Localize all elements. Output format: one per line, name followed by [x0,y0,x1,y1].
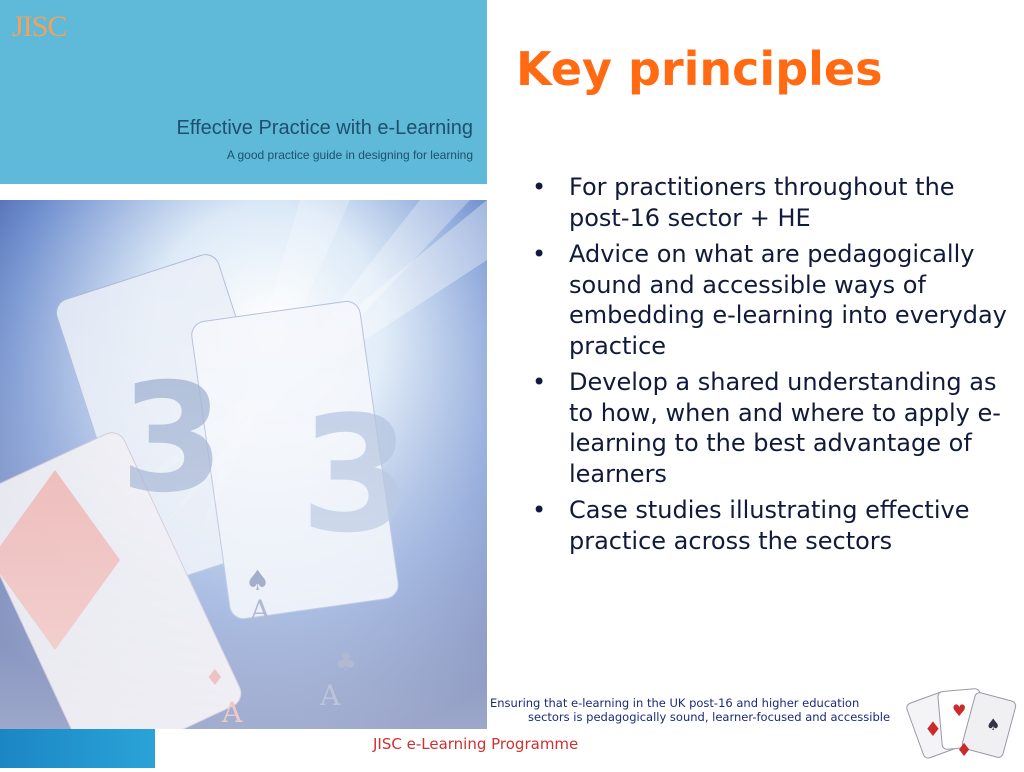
slide-title: Key principles [516,42,883,96]
list-item [530,495,1016,556]
bullet-text: Case studies illustrating effective practice across the sectors [569,496,970,555]
tagline-line-2: sectors is pedagogically sound, learner-focused and accessible [528,710,891,724]
list-item [530,239,1016,361]
cover-panel [0,0,487,768]
bullet-list [530,172,1016,562]
cover-header [0,0,487,184]
list-item [530,367,1016,489]
svg-text:♠: ♠ [986,715,1001,734]
footer-tagline [490,696,890,724]
list-item [530,172,1016,233]
bullet-icon: • [532,240,547,268]
bullet-text: Develop a shared understanding as to how, when and where to apply e-learning to the best advantage of learners [569,368,1001,488]
jisc-logo: JISC [12,10,67,43]
bullet-icon: • [532,173,547,201]
svg-text:♦: ♦ [924,717,942,741]
playing-cards-image [0,200,487,729]
cover-title: Effective Practice with e-Learning [176,117,473,139]
program-name: JISC e-Learning Programme [373,735,579,753]
bullet-text: For practitioners throughout the post-16 sector + HE [569,173,955,232]
bullet-icon: • [532,496,547,524]
bullet-text: Advice on what are pedagogically sound and accessible ways of embedding e-learning into everyday practice [569,240,1007,360]
svg-text:♥: ♥ [952,701,967,720]
cover-subtitle: A good practice guide in designing for learning [226,148,473,162]
footer-band [0,729,155,768]
playing-cards-icon [900,686,1024,768]
tagline-line-1: Ensuring that e-learning in the UK post-16 and higher education [490,696,860,710]
bullet-icon: • [532,368,547,396]
svg-text:♦: ♦ [956,740,973,761]
